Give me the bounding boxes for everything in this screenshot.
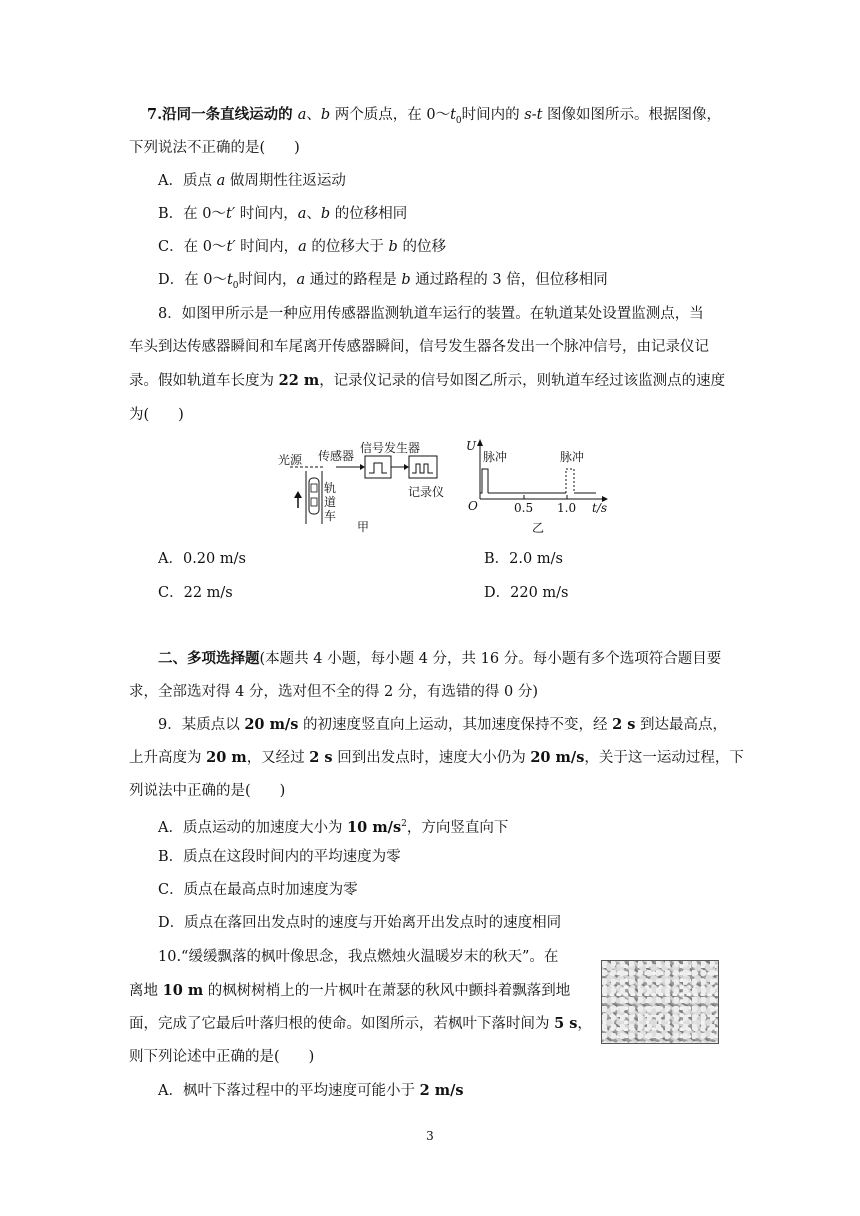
- recorder-label: 记录仪: [408, 485, 445, 499]
- q10-stem-line3: [129, 1013, 592, 1035]
- q10-stem-line4: 则下列论述中正确的是( ): [129, 1049, 315, 1065]
- x-axis-label: t/s: [592, 501, 608, 515]
- text: ，: [577, 1016, 592, 1032]
- car-char-3: 车: [324, 509, 337, 523]
- maple-leaves-photo: [601, 960, 719, 1044]
- q7-option-a: [158, 170, 346, 192]
- q9-stem-line2: [129, 747, 744, 769]
- var-t-prime: t′: [226, 206, 236, 222]
- value: 10 m/s: [347, 818, 402, 836]
- text: 的位移大于: [306, 239, 389, 255]
- q8-option-a: A．0.20 m/s: [158, 551, 246, 567]
- text: 的位移相同: [330, 206, 408, 222]
- q9-option-c: C．质点在最高点时加速度为零: [158, 882, 358, 898]
- value: 20 m: [206, 749, 247, 766]
- sep: 、: [306, 107, 321, 123]
- q9-stem-line1: [158, 714, 727, 736]
- var-b: b: [388, 239, 398, 255]
- pulse-label-2: 脉冲: [560, 450, 585, 464]
- q9-option-d: D．质点在落回出发点时的速度与开始离开出发点时的速度相同: [158, 915, 562, 931]
- text: 时间内，: [235, 206, 298, 222]
- q7-stem-line1: [147, 104, 721, 132]
- section-2-header: [158, 648, 721, 670]
- text: A．枫叶下落过程中的平均速度可能小于: [158, 1083, 420, 1099]
- var-t0: t: [226, 272, 233, 288]
- section-title: 二、多项选择题: [158, 650, 260, 667]
- car-char-1: 轨: [324, 481, 337, 495]
- text: 录。假如轨道车长度为: [129, 373, 279, 389]
- figure-jia: [276, 436, 466, 536]
- light-source-label: 光源: [278, 453, 303, 467]
- q10-stem-line2: [129, 980, 570, 1002]
- text: 的枫树树梢上的一片枫叶在萧瑟的秋风中颤抖着飘落到地: [203, 983, 571, 999]
- pulse-label-1: 脉冲: [483, 450, 508, 464]
- text: 的初速度竖直向上运动，其加速度保持不变，经: [298, 717, 613, 733]
- var-a: a: [296, 272, 306, 288]
- q9-option-b: B．质点在这段时间内的平均速度为零: [158, 849, 401, 865]
- track-car: [309, 478, 319, 514]
- q8-stem-line3: [129, 370, 725, 392]
- q8-stem-line4: 为( ): [129, 407, 184, 423]
- origin-label: O: [468, 499, 478, 513]
- tick-0.5: 0.5: [514, 501, 534, 515]
- var-t0: t: [450, 107, 456, 123]
- text: 通过的路程是: [305, 272, 402, 288]
- var-a: a: [297, 206, 307, 222]
- text: 时间内，: [238, 272, 297, 288]
- y-axis-label: U: [466, 439, 477, 453]
- pulse-1: [480, 469, 488, 493]
- var-st: s-t: [524, 107, 543, 123]
- var-a: a: [297, 107, 307, 123]
- q10-stem-line1: 10.“缓缓飘落的枫叶像思念，我点燃烛火温暖岁末的秋天”。在: [158, 949, 559, 965]
- text: A．质点运动的加速度大小为: [158, 819, 348, 836]
- value: 22 m: [278, 372, 320, 389]
- sub: 0: [455, 115, 462, 126]
- text: 图像如图所示。根据图像，: [542, 107, 722, 123]
- section-2-line2: 求，全部选对得 4 分，选对但不全的得 2 分，有选错的得 0 分): [129, 684, 538, 700]
- page-number: 3: [426, 1129, 434, 1143]
- recorder-box: [409, 456, 437, 478]
- generator-label: 信号发生器: [360, 441, 421, 455]
- tick-1.0: 1.0: [557, 501, 577, 515]
- text: B．在 0～: [158, 206, 226, 222]
- text: ，记录仪记录的信号如图乙所示，则轨道车经过该监测点的速度: [319, 373, 726, 389]
- generator-box: [365, 456, 391, 478]
- var-b: b: [401, 272, 411, 288]
- q9-stem-line3: 列说法中正确的是( ): [129, 783, 286, 799]
- var-a: a: [216, 173, 226, 189]
- sensor-label: 传感器: [318, 449, 355, 463]
- q9-option-a: [158, 813, 508, 839]
- sub: 0: [232, 280, 239, 291]
- text: 时间内，: [235, 239, 299, 255]
- q7-stem-line2: 下列说法不正确的是( ): [129, 140, 300, 156]
- value: 5 s: [554, 1015, 578, 1032]
- text: 9．某质点以: [158, 717, 245, 733]
- value: 10 m: [162, 982, 204, 999]
- text: 通过路程的 3 倍，但位移相同: [410, 272, 608, 288]
- q8-stem-line2: 车头到达传感器瞬间和车尾离开传感器瞬间，信号发生器各发出一个脉冲信号，由记录仪记: [129, 339, 709, 355]
- text: D．在 0～: [158, 272, 227, 288]
- text: 做周期性往返运动: [225, 173, 346, 189]
- text: 时间内的: [461, 107, 525, 123]
- q8-option-d: D．220 m/s: [484, 585, 569, 601]
- text: 到达最高点，: [635, 717, 728, 733]
- up-arrow-icon: [294, 491, 302, 498]
- text: 离地: [129, 983, 163, 999]
- var-t-prime: t′: [226, 239, 236, 255]
- q8-stem-line1: 8．如图甲所示是一种应用传感器监测轨道车运行的装置。在轨道某处设置监测点，当: [158, 306, 704, 322]
- q7-option-d: [158, 269, 608, 297]
- sup: 2: [401, 819, 407, 829]
- value: 20 m/s: [244, 716, 299, 733]
- text: ，又经过: [246, 750, 310, 766]
- var-b: b: [320, 107, 331, 123]
- text: 的位移: [397, 239, 446, 255]
- text: 面，完成了它最后叶落归根的使命。如图所示，若枫叶下落时间为: [129, 1016, 555, 1032]
- text: 两个质点，在 0～: [330, 107, 451, 123]
- value: 2 m/s: [419, 1082, 464, 1099]
- text: (本题共 4 小题，每小题 4 分，共 16 分。每小题有多个选项符合题目要: [259, 651, 722, 667]
- q7-option-b: [158, 203, 407, 225]
- value: 20 m/s: [530, 749, 585, 766]
- figure-yi: [462, 436, 618, 536]
- text: C．在 0～: [158, 239, 227, 255]
- q7-label: 7.沿同一条直线运动的: [147, 106, 298, 123]
- text: A．质点: [158, 173, 217, 189]
- caption-jia: 甲: [357, 520, 370, 534]
- pulse-2: [566, 469, 574, 493]
- text: ，方向竖直向下: [406, 819, 509, 836]
- var-b: b: [320, 206, 331, 222]
- var-a: a: [298, 239, 307, 255]
- text: ，关于这一运动过程，下: [584, 750, 744, 766]
- sep: 、: [306, 206, 321, 222]
- car-char-2: 道: [324, 495, 337, 509]
- value: 2 s: [612, 716, 636, 733]
- q8-option-b: B．2.0 m/s: [484, 551, 563, 567]
- q10-option-a: [158, 1080, 464, 1102]
- text: 上升高度为: [129, 750, 207, 766]
- value: 2 s: [309, 749, 333, 766]
- q7-option-c: [158, 236, 446, 258]
- caption-yi: 乙: [532, 521, 545, 535]
- q8-option-c: C．22 m/s: [158, 585, 233, 601]
- text: 回到出发点时，速度大小仍为: [332, 750, 531, 766]
